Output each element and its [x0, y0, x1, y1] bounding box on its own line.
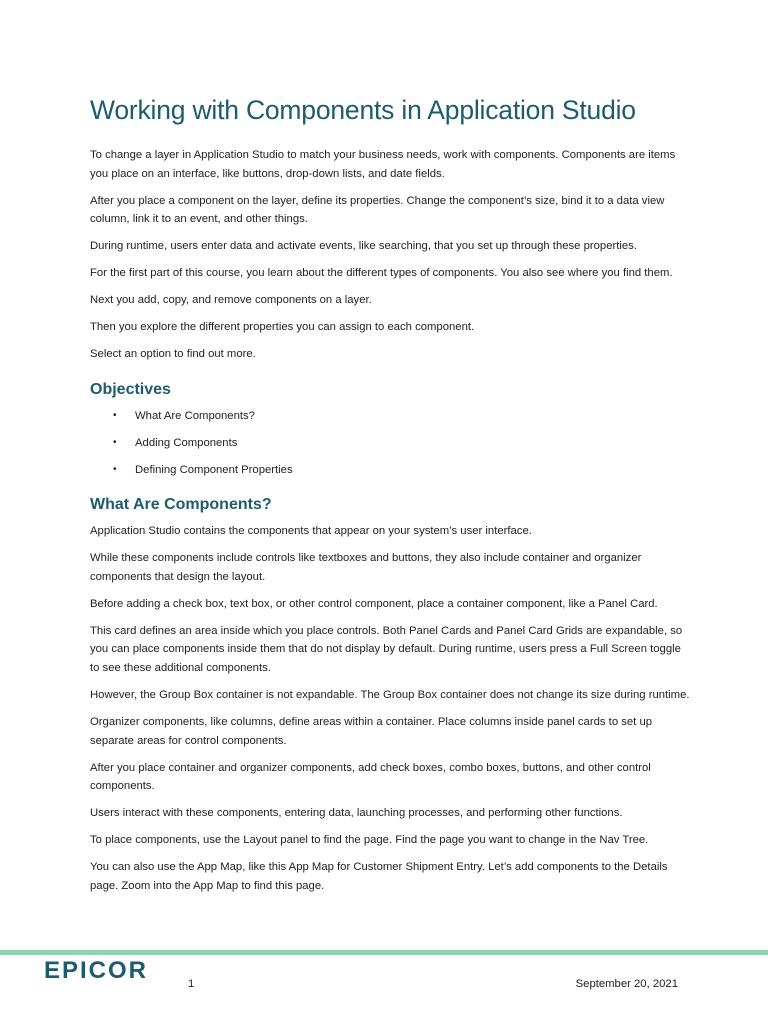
section-paragraph: Organizer components, like columns, define areas within a container. Place columns inside panel cards to set up separate areas for control components.: [90, 715, 653, 747]
objectives-list: [90, 407, 690, 480]
objective-label: What Are Components?: [135, 409, 255, 422]
objectives-heading: Objectives: [90, 380, 171, 398]
document-page: [90, 92, 690, 904]
objective-item[interactable]: [90, 461, 690, 480]
intro-paragraph: For the first part of this course, you learn about the different types of components. You also see where you find them.: [90, 267, 673, 280]
section-paragraph: Users interact with these components, entering data, launching processes, and performing other functions.: [90, 807, 623, 820]
objective-label: Adding Components: [135, 436, 238, 449]
section-paragraph: After you place container and organizer components, add check boxes, combo boxes, buttons, and other control components.: [90, 761, 651, 793]
section-paragraph: This card defines an area inside which you place controls. Both Panel Cards and Panel Card Grids are expandable, so you can place components inside them that do not display by default. During runtime, users press a Full Screen toggle to see these additional components.: [90, 624, 683, 674]
intro-paragraph: During runtime, users enter data and activate events, like searching, that you set up through these properties.: [90, 240, 637, 253]
objective-item[interactable]: [90, 407, 690, 426]
bullet-icon: •: [113, 409, 117, 421]
section-paragraph: To place components, use the Layout panel to find the page. Find the page you want to change in the Nav Tree.: [90, 834, 649, 847]
section-paragraph: However, the Group Box container is not expandable. The Group Box container does not change its size during runtime.: [90, 688, 690, 701]
document-title: Working with Components in Application Studio: [90, 95, 636, 125]
bullet-icon: •: [113, 463, 117, 475]
section-heading: What Are Components?: [90, 496, 272, 514]
section-paragraph: Application Studio contains the components that appear on your system’s user interface.: [90, 525, 532, 538]
page-number: 1: [188, 978, 195, 990]
section-paragraph: While these components include controls like textboxes and buttons, they also include container and organizer components that design the layout.: [90, 552, 642, 583]
objective-label: Defining Component Properties: [135, 463, 293, 476]
section-paragraph: Before adding a check box, text box, or other control component, place a container component, like a Panel Card.: [90, 597, 658, 610]
epicor-logo: EPICOR: [44, 957, 149, 984]
objective-item[interactable]: [90, 434, 690, 453]
bullet-icon: •: [113, 436, 117, 448]
footer-date: September 20, 2021: [575, 978, 678, 990]
footer-divider: [0, 950, 768, 955]
section-paragraph: You can also use the App Map, like this App Map for Customer Shipment Entry. Let’s add components to the Details page. Zoom into the App Map to find this page.: [90, 861, 668, 892]
intro-paragraph: Select an option to find out more.: [90, 348, 256, 361]
intro-paragraph: Next you add, copy, and remove components on a layer.: [90, 294, 372, 307]
intro-paragraph: After you place a component on the layer, define its properties. Change the component’s size, bind it to a data view column, link it to an event, and other things.: [90, 194, 665, 226]
intro-paragraph: Then you explore the different properties you can assign to each component.: [90, 321, 475, 334]
intro-paragraph: To change a layer in Application Studio to match your business needs, work with components. Components are items you place on an interface, like buttons, drop-down lists, and date fields.: [90, 149, 676, 180]
